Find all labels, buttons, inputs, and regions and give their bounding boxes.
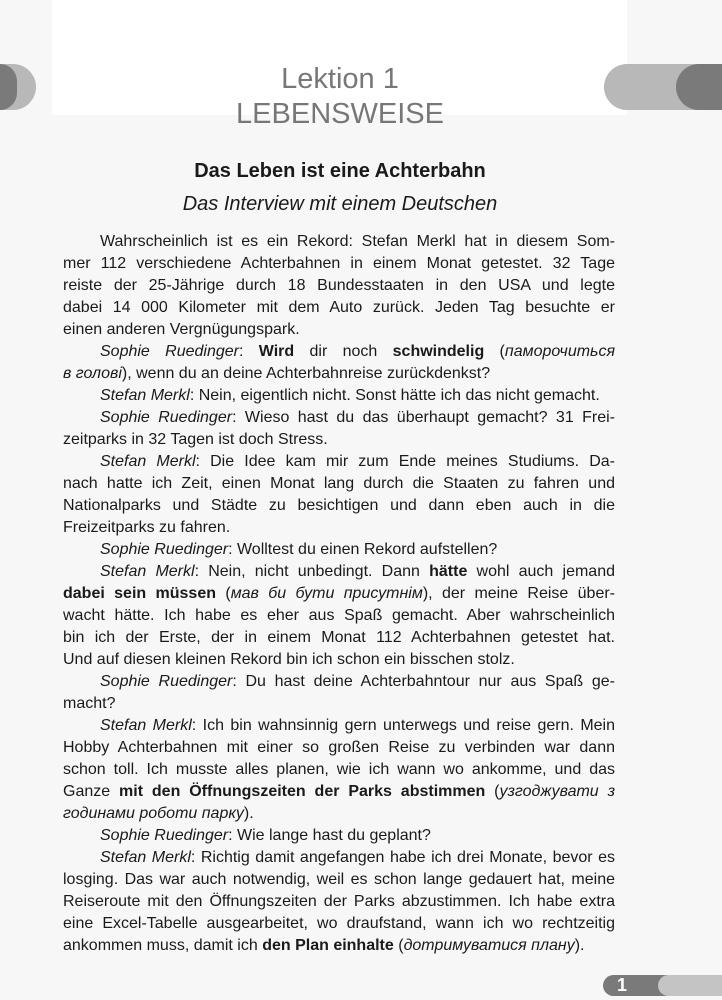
italic-text: паморочиться (504, 343, 616, 360)
text: ( (216, 585, 231, 602)
italic-text: Stefan Merkl (100, 717, 192, 734)
text: : Du hast deine Achterbahntour nur aus Spaß ge- (232, 673, 615, 690)
text: nach hatte ich Zeit, einen Monat lang durch die Staaten zu fahren und (63, 475, 615, 492)
text: Nationalparks und Städte zu besichtigen und dann eben auch in die (63, 497, 615, 514)
text-line (63, 429, 615, 451)
text-line (63, 715, 615, 737)
text: : (238, 343, 259, 360)
text: ( (393, 937, 404, 954)
italic-text: Stefan Merkl (100, 563, 195, 580)
text: dir noch (294, 343, 393, 360)
text: : Nein, nicht unbedingt. Dann (194, 563, 430, 580)
bold-text: Wird (258, 343, 295, 360)
text: ), der meine Reise über- (422, 585, 616, 602)
text: ). (243, 805, 254, 822)
text-line (63, 407, 615, 429)
paragraph (63, 715, 615, 825)
text: ). (574, 937, 585, 954)
italic-text: в голові (63, 365, 122, 382)
text-line (63, 649, 615, 671)
text-line (63, 781, 615, 803)
text: ( (485, 783, 500, 800)
text: losging. Das war auch notwendig, weil es schon lange gedauert hat, meine (63, 871, 615, 888)
text: dabei 14 000 Kilometer mit dem Auto zurück. Jeden Tag besuchte er (63, 299, 615, 316)
text-line (63, 517, 615, 539)
text: Ganze (63, 783, 120, 800)
italic-text: Sophie Ruedinger (100, 673, 233, 690)
page-number: 1 (617, 975, 628, 995)
text-line (63, 539, 615, 561)
article-subtitle: Das Interview mit einem Deutschen (182, 193, 498, 215)
italic-text: дотримуватися плану (403, 937, 575, 954)
text-line (63, 847, 615, 869)
text: ( (484, 343, 505, 360)
paragraph (63, 847, 615, 957)
text: ankommen muss, damit ich (63, 937, 263, 954)
text-line (63, 451, 615, 473)
paragraph (63, 451, 615, 539)
text-line (63, 583, 615, 605)
paragraph (63, 825, 615, 847)
text: : Die Idee kam mir zum Ende meines Studiums. Da- (195, 453, 616, 470)
paragraph (63, 407, 615, 451)
text: macht? (63, 695, 116, 712)
text: : Wolltest du einen Rekord aufstellen? (228, 541, 498, 558)
italic-text: узгоджувати з (499, 783, 616, 800)
paragraph (63, 385, 615, 407)
text: Reiseroute mit den Öffnungszeiten der Parks abzustimmen. Ich habe extra (63, 893, 615, 910)
text: Wahrscheinlich ist es ein Rekord: Stefan Merkl hat in diesem Som- (100, 233, 615, 250)
text: : Nein, eigentlich nicht. Sonst hätte ich das nicht gemacht. (189, 387, 600, 404)
lesson-title: LEBENSWEISE (236, 98, 444, 130)
text-line (63, 341, 615, 363)
paragraph (63, 561, 615, 671)
text: reiste der 25-Jährige durch 18 Bundesstaaten in den USA und legte (63, 277, 615, 294)
paragraph (63, 539, 615, 561)
italic-text: Stefan Merkl (100, 849, 191, 866)
text: : Wie lange hast du geplant? (228, 827, 431, 844)
text-line (63, 231, 615, 253)
text: : Richtig damit angefangen habe ich drei Monate, bevor es (190, 849, 615, 866)
text: Freizeitparks zu fahren. (63, 519, 231, 536)
text-line (63, 297, 615, 319)
italic-text: мав би бути присутнім (230, 585, 423, 602)
bold-text: schwindelig (392, 343, 485, 360)
paragraph (63, 231, 615, 341)
text: wacht hätte. Ich habe es eher aus Spaß gemacht. Aber wahrscheinlich (63, 607, 615, 624)
text-line (63, 495, 615, 517)
text: mer 112 verschiedene Achterbahnen in einem Monat getestet. 32 Tage (63, 255, 615, 272)
text: zeitparks in 32 Tagen ist doch Stress. (63, 431, 328, 448)
text-line (63, 803, 615, 825)
text-line (63, 473, 615, 495)
text-line (63, 671, 615, 693)
article-title: Das Leben ist eine Achterbahn (194, 160, 486, 182)
text-line (63, 605, 615, 627)
bold-text: mit den Öffnungszeiten der Parks abstimmen (119, 783, 486, 800)
text: schon toll. Ich musste alles planen, wie ich wann wo ankomme, und das (63, 761, 615, 778)
text-line (63, 693, 615, 715)
lesson-number: Lektion 1 (281, 63, 399, 95)
page-number-tab (603, 975, 722, 996)
paragraph (63, 671, 615, 715)
italic-text: Sophie Ruedinger (100, 409, 233, 426)
text: bin ich der Erste, der in einem Monat 112 Achterbahnen getestet hat. (63, 629, 615, 646)
text-line (63, 869, 615, 891)
bold-text: hätte (429, 563, 468, 580)
text: : Wieso hast du das überhaupt gemacht? 31 Frei- (232, 409, 616, 426)
text-line (63, 759, 615, 781)
text-line (63, 561, 615, 583)
page-tab-light (658, 975, 722, 996)
text-line (63, 737, 615, 759)
italic-text: Sophie Ruedinger (100, 827, 229, 844)
text-line (63, 935, 615, 957)
text: : Ich bin wahnsinnig gern unterwegs und reise gern. Mein (191, 717, 615, 734)
italic-text: Sophie Ruedinger (100, 541, 229, 558)
text-line (63, 627, 615, 649)
italic-text: Sophie Ruedinger (100, 343, 239, 360)
text-line (63, 319, 615, 341)
text-line (63, 363, 615, 385)
article-body (63, 231, 615, 957)
text: Hobby Achterbahnen mit einer so großen Reise zu verbinden war dann (63, 739, 615, 756)
bold-text: dabei sein müssen (63, 585, 216, 602)
text-line (63, 385, 615, 407)
text-line (63, 913, 615, 935)
text: einen anderen Vergnügungspark. (63, 321, 300, 338)
bold-text: den Plan einhalte (262, 937, 394, 954)
paragraph (63, 341, 615, 385)
text-line (63, 253, 615, 275)
text: ), wenn du an deine Achterbahnreise zurückdenkst? (121, 365, 491, 382)
text-line (63, 825, 615, 847)
text: wohl auch jemand (467, 563, 615, 580)
italic-text: Stefan Merkl (100, 387, 190, 404)
text: eine Excel-Tabelle ausgearbeitet, wo draufstand, wann ich wo rechtzeitig (63, 915, 615, 932)
text-line (63, 891, 615, 913)
italic-text: годинами роботи парку (63, 805, 244, 822)
italic-text: Stefan Merkl (100, 453, 196, 470)
text: Und auf diesen kleinen Rekord bin ich schon ein bisschen stolz. (63, 651, 515, 668)
text-line (63, 275, 615, 297)
right-tab-dark (676, 64, 722, 110)
